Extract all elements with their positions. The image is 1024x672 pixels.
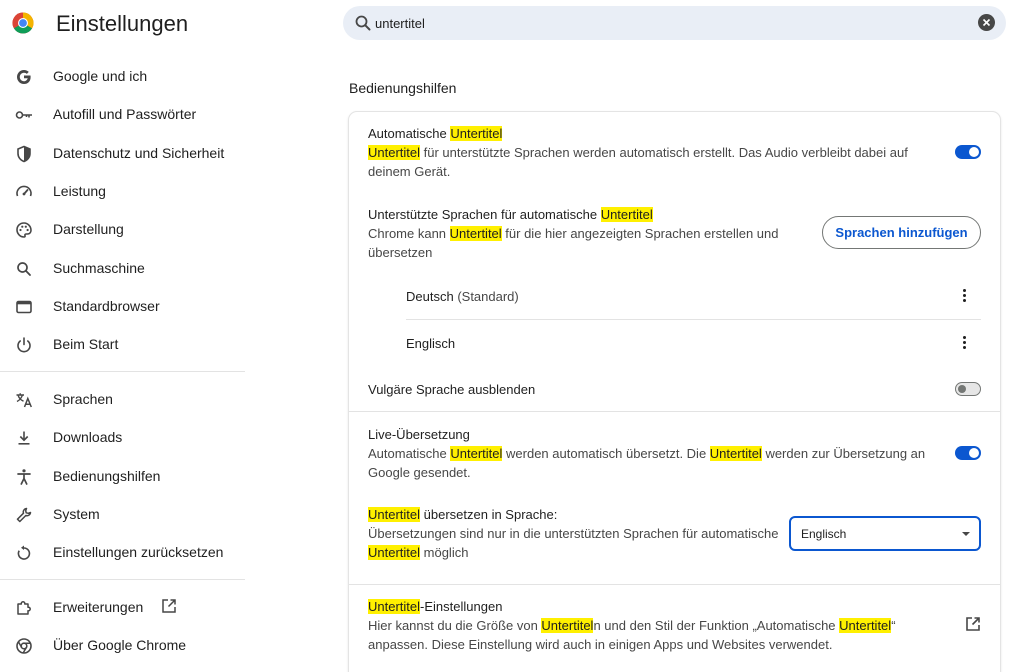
sidebar-item-label: Downloads [53, 429, 123, 445]
live-caption-toggle[interactable] [955, 145, 981, 159]
section-title: Bedienungshilfen [349, 80, 457, 96]
translate-language-select[interactable] [789, 516, 981, 551]
add-languages-button[interactable]: Sprachen hinzufügen [822, 216, 981, 249]
palette-icon [14, 220, 34, 240]
sidebar-item-label: Suchmaschine [53, 260, 145, 276]
search-icon [354, 14, 372, 32]
download-icon [14, 428, 34, 448]
sidebar-item-label: Bedienungshilfen [53, 468, 161, 484]
caption-settings-title: Untertitel-Einstellungen [368, 599, 503, 614]
open-in-new-icon[interactable] [964, 615, 982, 633]
sidebar-item-label: System [53, 506, 100, 522]
language-item-english: Englisch [406, 336, 456, 351]
google-g-icon [14, 67, 34, 87]
profanity-filter-title: Vulgäre Sprache ausblenden [368, 382, 536, 397]
live-caption-title: Automatische Untertitel [368, 126, 503, 141]
puzzle-icon [14, 598, 34, 618]
sidebar-item-system[interactable] [0, 497, 246, 531]
chrome-icon [14, 636, 34, 656]
profanity-filter-toggle[interactable] [955, 382, 981, 396]
sidebar-item-autofill[interactable] [0, 97, 246, 131]
browser-window-icon [14, 297, 34, 317]
live-translate-description: Automatische Untertitel werden automatisch übersetzt. Die Untertitel werden zur Übersetzung an Google gesendet. [368, 446, 926, 480]
sidebar-item-extensions[interactable] [0, 590, 246, 624]
shield-icon [14, 144, 34, 164]
translate-language-title: Untertitel übersetzen in Sprache: [368, 507, 558, 522]
sidebar-item-label: Datenschutz und Sicherheit [53, 145, 225, 161]
more-vert-icon[interactable] [959, 335, 971, 351]
live-translate-toggle[interactable] [955, 446, 981, 460]
live-caption-description: Untertitel für unterstützte Sprachen werden automatisch erstellt. Das Audio verbleibt dabei auf deinem Gerät. [368, 145, 908, 179]
sidebar-item-label: Sprachen [53, 391, 113, 407]
sidebar-item-reset[interactable] [0, 535, 246, 569]
speedometer-icon [14, 182, 34, 202]
sidebar-item-appearance[interactable] [0, 212, 246, 246]
live-translate-title: Live-Übersetzung [368, 427, 470, 442]
more-vert-icon[interactable] [959, 288, 971, 304]
accessibility-icon [14, 467, 34, 487]
chevron-down-icon [962, 532, 970, 536]
sidebar-item-accessibility[interactable] [0, 459, 246, 493]
search-bar[interactable] [343, 6, 1006, 40]
close-icon[interactable] [978, 14, 995, 31]
sidebar-item-label: Standardbrowser [53, 298, 160, 314]
sidebar-item-label: Erweiterungen [53, 599, 144, 615]
search-icon [14, 259, 34, 279]
supported-languages-title: Unterstützte Sprachen für automatische Untertitel [368, 207, 653, 222]
sidebar-item-search-engine[interactable] [0, 251, 246, 285]
open-in-new-icon [160, 597, 178, 615]
wrench-icon [14, 505, 34, 525]
sidebar-item-label: Google und ich [53, 68, 148, 84]
search-input[interactable] [375, 6, 955, 40]
sidebar-item-label: Autofill und Passwörter [53, 106, 197, 122]
language-divider [406, 319, 981, 320]
sidebar-divider [0, 371, 245, 372]
card-divider [349, 411, 1000, 412]
sidebar-item-label: Einstellungen zurücksetzen [53, 544, 224, 560]
sidebar-item-label: Leistung [53, 183, 106, 199]
translate-icon [14, 390, 34, 410]
sidebar-item-privacy[interactable] [0, 136, 246, 170]
supported-languages-description: Chrome kann Untertitel für die hier angezeigten Sprachen erstellen und übersetzen [368, 226, 779, 260]
reset-icon [14, 543, 34, 563]
sidebar-item-default-browser[interactable] [0, 289, 246, 323]
card-divider [349, 584, 1000, 585]
select-value: Englisch [801, 527, 847, 541]
page-title: Einstellungen [56, 11, 189, 36]
sidebar-item-downloads[interactable] [0, 420, 246, 454]
key-icon [14, 105, 34, 125]
chrome-logo-icon [12, 12, 34, 34]
sidebar-item-google[interactable] [0, 59, 246, 93]
sidebar-item-label: Über Google Chrome [53, 637, 187, 653]
power-icon [14, 335, 34, 355]
translate-language-description: Übersetzungen sind nur in die unterstützten Sprachen für automatische Untertitel möglich [368, 526, 779, 560]
sidebar-item-label: Darstellung [53, 221, 124, 237]
sidebar-item-label: Beim Start [53, 336, 119, 352]
sidebar-item-about[interactable] [0, 628, 246, 662]
language-item-german: Deutsch (Standard) [406, 289, 519, 304]
sidebar-item-on-startup[interactable] [0, 327, 246, 361]
sidebar-divider [0, 579, 245, 580]
sidebar-item-languages[interactable] [0, 382, 246, 416]
sidebar-item-performance[interactable] [0, 174, 246, 208]
caption-settings-description: Hier kannst du die Größe von Untertiteln und den Stil der Funktion „Automatische Untertitel“ anpassen. Diese Einstellung wird auch in einigen Apps und Websites verwendet. [368, 618, 896, 652]
